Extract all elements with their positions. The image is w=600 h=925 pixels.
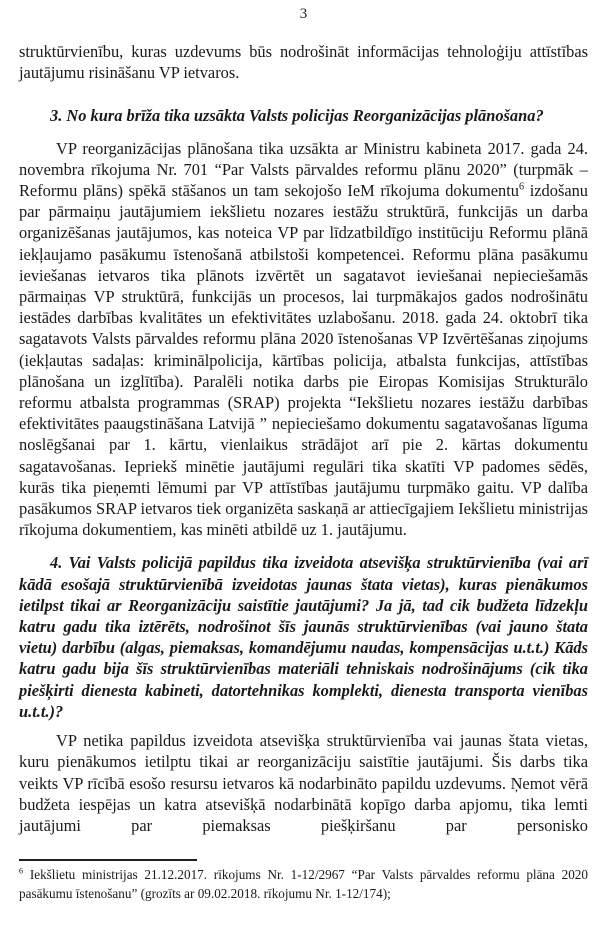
footnote-text: Iekšlietu ministrijas 21.12.2017. rīkojums Nr. 1-12/2967 “Par Valsts pārvaldes reformu plāna 2020 pasākumu īstenošanu” (grozīts ar 09.02.2018. rīkojumu Nr. 1-12/174);	[19, 867, 588, 901]
question-4-answer: VP netika papildus izveidota atsevišķa struktūrvienība vai jaunas štata vietas, kuru pienākumos ietilptu tikai ar reorganizāciju saistītie jautājumi. Šis darbs tika veikts VP rīcībā esošo resursu ietvaros kā nodarbināto papildu uzdevums. Ņemot vērā budžeta iespējas un katra atsevišķā nodarbinātā kopīgo darba apjomu, tika lemti jautājumi par piemaksas piešķiršanu par personisko	[19, 731, 588, 835]
question-3-heading: 3. No kura brīža tika uzsākta Valsts policijas Reorganizācijas plānošana?	[50, 106, 544, 126]
footnote-area	[19, 859, 588, 903]
footnote-divider	[19, 859, 197, 861]
question-3-answer-text-before-ref: VP reorganizācijas plānošana tika uzsākta ar Ministru kabineta 2017. gada 24. novembra rīkojuma Nr. 701 “Par Valsts pārvaldes reformu plānu 2020” (turpmāk – Reformu plāns) spēkā stāšanos un tam sekojošo IeM rīkojuma dokumentu	[19, 138, 588, 201]
intro-paragraph: struktūrvienību, kuras uzdevums būs nodrošināt informācijas tehnoloģiju attīstības jautājumu risināšanu VP ietvaros.	[19, 42, 588, 83]
question-3-answer	[19, 138, 588, 541]
question-4-heading: 4. Vai Valsts policijā papildus tika izveidota atsevišķa struktūrvienība (vai arī kādā esošajā struktūrvienībā izveidotas jaunas štata vietas), kuras pienākumos ietilpst tikai ar Reorganizāciju saistītie jautājumi? Ja jā, tad cik budžeta līdzekļu katru gadu tika iztērēts, nodrošinot šīs jaunās struktūrvienības (vai jauno štata vietu) darbību (algas, piemaksas, komandējumu naudas, kompensācijas u.t.t.) Kāds katru gadu bija šīs struktūrvienības materiāli tehniskais nodrošinājums (cik tika piešķirti dienesta kabineti, datortehnikas komplekti, dienesta transporta vienības u.t.t.)?	[19, 553, 588, 721]
footnote-marker: 6	[19, 866, 24, 876]
question-3-answer-text-after-ref: izdošanu par pārmaiņu jautājumiem iekšlietu nozares iestāžu struktūrā, funkcijās un darba organizēšanas jautājumos, kas noteica VP par līdzatbildīgo institūciju Reformu plānā iekļaujamo pasākumu īstenošanā atbilstoši kompetencei. Reformu plāna pasākumu ieviešanas ietvaros tika plānots izvērtēt un sagatavot ieviešanai nepieciešamās pārmaiņas VP struktūrā, funkcijās un procesos, lai turpmākajos gados nodrošinātu iestādes darbības kvalitātes un efektivitātes uzlabošanu. 2018. gada 24. oktobrī tika sagatavots Valsts pārvaldes reformu plāna 2020 īstenošanas VP Izvērtēšanas ziņojums (iekļautas sadaļas: kriminālpolicija, kārtības policija, atbalsta funkcijas, attīstības plānošana un izglītība). Paralēli notika darbs pie Eiropas Komisijas Strukturālo reformu atbalsta programmas (SRAP) projekta “Iekšlietu nozares iestāžu darbības efektivitātes paaugstināšana Latvijā ” nepieciešamo dokumentu sagatavošanas līguma noslēgšanai par 1. kārtu, vienlaikus strādājot arī pie 2. kārtas dokumentu sagatavošanas. Iepriekš minētie jautājumi regulāri tika skatīti VP padomes sēdēs, kurās tika pieņemti lēmumi par VP attīstības jautājumu turpmāko gaitu. VP dalība pasākumos SRAP ietvaros tiek organizēta saskaņā ar attiecīgajiem Iekšlietu ministrijas rīkojuma dokumentiem, kas minēti atbildē uz 1. jautājumu.	[19, 181, 588, 540]
page-number: 3	[299, 6, 308, 22]
footnote-reference-marker: 6	[518, 181, 525, 193]
footnote	[19, 866, 588, 903]
